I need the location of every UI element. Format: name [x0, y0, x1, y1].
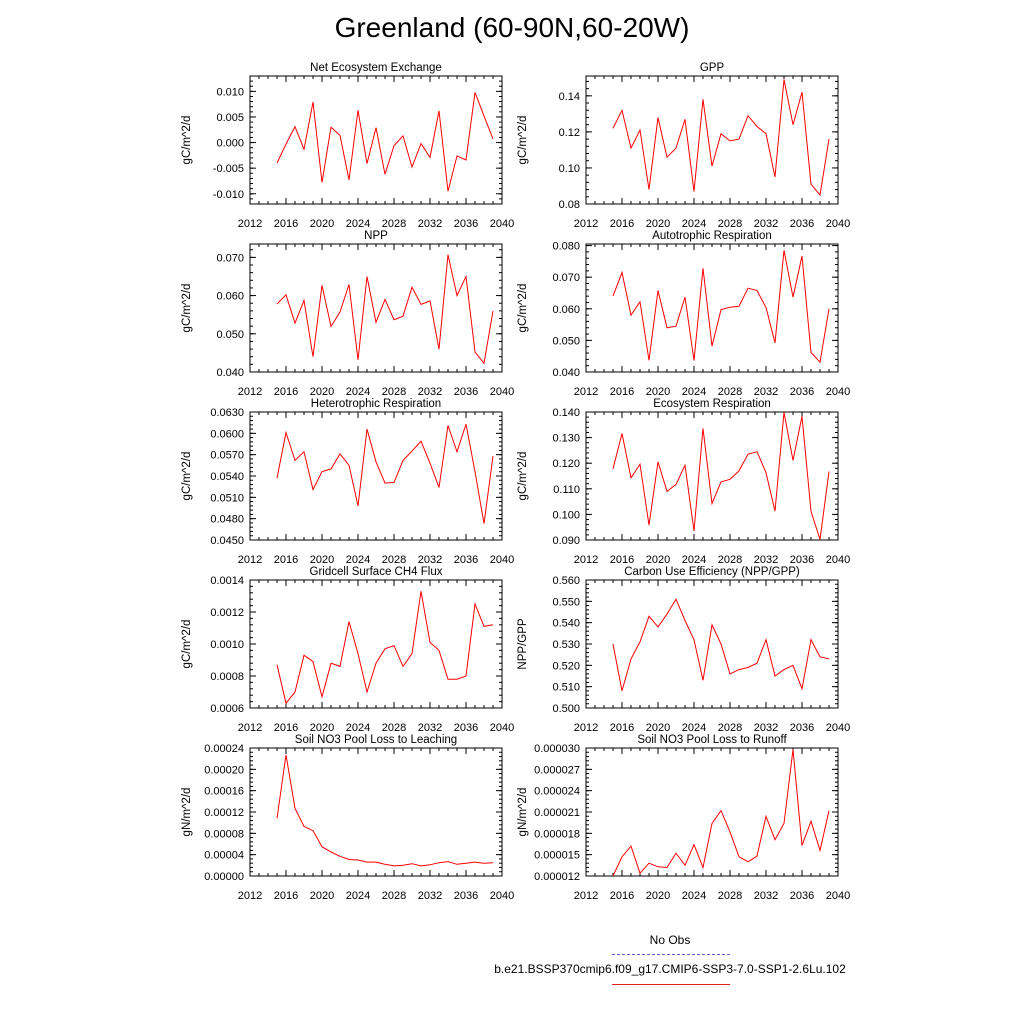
- x-tick-label: 2036: [789, 218, 815, 230]
- x-tick-label: 2040: [489, 218, 515, 230]
- y-tick-label: 0.040: [552, 367, 580, 379]
- y-tick-label: 0.00000: [204, 871, 244, 883]
- chart-panel-1: [181, 62, 514, 230]
- x-tick-label: 2016: [609, 218, 635, 230]
- y-tick-label: 0.0014: [210, 575, 244, 587]
- x-tick-label: 2032: [753, 890, 779, 902]
- y-tick-label: 0.000015: [534, 849, 580, 862]
- x-tick-label: 2024: [681, 722, 707, 734]
- y-axis-title: gN/m^2/d: [181, 787, 193, 837]
- y-tick-label: 0.000018: [534, 828, 580, 841]
- chart-panel-3: [181, 230, 514, 398]
- y-tick-label: 0.560: [552, 575, 580, 587]
- x-tick-label: 2012: [237, 722, 263, 734]
- y-axis-title: gC/m^2/d: [517, 451, 529, 501]
- x-tick-label: 2032: [753, 386, 779, 398]
- y-axis-title: gC/m^2/d: [181, 283, 193, 333]
- x-tick-label: 2040: [489, 554, 515, 566]
- x-tick-label: 2032: [417, 890, 443, 902]
- series-line: [277, 424, 493, 523]
- x-tick-label: 2028: [381, 890, 407, 902]
- series-line: [613, 412, 829, 539]
- series-line: [613, 250, 829, 362]
- y-tick-label: 0.140: [552, 407, 580, 419]
- series-line: [277, 255, 493, 364]
- y-tick-label: -0.010: [212, 188, 244, 201]
- x-tick-label: 2028: [381, 722, 407, 734]
- panel-title: Autotrophic Respiration: [652, 230, 772, 242]
- legend-label-case: b.e21.BSSP370cmip6.f09_g17.CMIP6-SSP3-7.0-SSP1-2.6Lu.102: [494, 962, 846, 976]
- series-line: [613, 749, 829, 876]
- x-tick-label: 2028: [717, 554, 743, 566]
- y-tick-label: 0.530: [552, 639, 580, 651]
- y-tick-label: 0.000021: [534, 807, 580, 819]
- x-tick-label: 2016: [609, 386, 635, 398]
- y-tick-label: 0.00012: [204, 807, 244, 819]
- x-tick-label: 2040: [489, 722, 515, 734]
- y-axis-title: gC/m^2/d: [517, 115, 529, 165]
- series-line: [277, 591, 493, 703]
- y-tick-label: 0.110: [553, 483, 580, 496]
- x-tick-label: 2016: [273, 218, 299, 230]
- y-tick-label: 0.120: [552, 458, 580, 471]
- x-tick-label: 2036: [453, 554, 479, 566]
- y-tick-label: 0.000024: [534, 785, 580, 798]
- page-title: Greenland (60-90N,60-20W): [334, 12, 690, 43]
- x-tick-label: 2032: [753, 218, 779, 230]
- y-tick-label: 0.040: [216, 367, 244, 379]
- y-tick-label: 0.0600: [210, 428, 244, 441]
- x-tick-label: 2024: [345, 554, 371, 566]
- chart-panel-7: [181, 566, 514, 734]
- y-tick-label: 0.060: [216, 290, 244, 303]
- y-tick-label: 0.0540: [210, 471, 244, 483]
- x-tick-label: 2012: [237, 386, 263, 398]
- y-tick-label: 0.550: [552, 596, 580, 609]
- y-tick-label: 0.050: [216, 328, 244, 341]
- y-tick-label: 0.12: [558, 126, 580, 139]
- x-tick-label: 2036: [789, 386, 815, 398]
- y-axis-title: gC/m^2/d: [181, 115, 193, 165]
- x-tick-label: 2036: [789, 554, 815, 566]
- y-axis-title: gC/m^2/d: [181, 451, 193, 501]
- series-line: [277, 755, 493, 866]
- x-tick-label: 2020: [309, 218, 335, 230]
- y-tick-label: 0.005: [216, 111, 244, 124]
- y-tick-label: 0.0012: [210, 607, 244, 619]
- y-tick-label: 0.0008: [210, 671, 244, 683]
- x-tick-label: 2040: [489, 890, 515, 902]
- series-line: [613, 80, 829, 195]
- x-tick-label: 2032: [417, 386, 443, 398]
- x-tick-label: 2016: [273, 722, 299, 734]
- panel-title: NPP: [364, 230, 388, 242]
- x-tick-label: 2024: [681, 890, 707, 902]
- x-tick-label: 2032: [417, 218, 443, 230]
- x-tick-label: 2016: [273, 890, 299, 902]
- y-tick-label: 0.500: [552, 703, 580, 715]
- y-tick-label: 0.100: [552, 509, 580, 522]
- x-tick-label: 2036: [789, 722, 815, 734]
- chart-panel-9: [181, 734, 514, 902]
- x-tick-label: 2016: [609, 722, 635, 734]
- y-tick-label: 0.520: [552, 660, 580, 673]
- y-tick-label: 0.510: [552, 681, 580, 694]
- x-tick-label: 2032: [753, 554, 779, 566]
- y-axis-title: NPP/GPP: [517, 618, 529, 670]
- y-tick-label: 0.00024: [204, 743, 244, 755]
- x-tick-label: 2020: [309, 722, 335, 734]
- x-tick-label: 2028: [717, 386, 743, 398]
- x-tick-label: 2040: [825, 218, 851, 230]
- plot-frame: [586, 412, 838, 540]
- series-line: [613, 599, 829, 691]
- series-line: [277, 92, 493, 191]
- x-tick-label: 2028: [381, 386, 407, 398]
- x-tick-label: 2012: [573, 890, 599, 902]
- chart-panel-2: [517, 62, 850, 230]
- panel-title: Net Ecosystem Exchange: [310, 62, 442, 74]
- x-tick-label: 2040: [825, 386, 851, 398]
- x-tick-label: 2012: [237, 890, 263, 902]
- x-tick-label: 2012: [573, 218, 599, 230]
- x-tick-label: 2028: [381, 218, 407, 230]
- y-tick-label: 0.0510: [210, 492, 244, 505]
- y-tick-label: 0.14: [558, 90, 580, 103]
- y-tick-label: 0.0006: [210, 703, 244, 715]
- x-tick-label: 2016: [609, 890, 635, 902]
- chart-panel-8: [517, 566, 850, 734]
- y-tick-label: -0.005: [212, 163, 244, 176]
- x-tick-label: 2040: [825, 554, 851, 566]
- y-tick-label: 0.00016: [204, 785, 244, 798]
- x-tick-label: 2020: [309, 890, 335, 902]
- x-tick-label: 2036: [453, 386, 479, 398]
- x-tick-label: 2036: [453, 722, 479, 734]
- plot-frame: [250, 580, 502, 708]
- x-tick-label: 2024: [345, 386, 371, 398]
- y-tick-label: 0.000027: [534, 764, 580, 777]
- panel-title: Soil NO3 Pool Loss to Leaching: [294, 734, 458, 746]
- x-tick-label: 2020: [309, 554, 335, 566]
- y-tick-label: 0.10: [558, 162, 580, 175]
- x-tick-label: 2012: [573, 386, 599, 398]
- x-tick-label: 2028: [717, 722, 743, 734]
- x-tick-label: 2036: [453, 890, 479, 902]
- x-tick-label: 2024: [345, 890, 371, 902]
- panel-title: Gridcell Surface CH4 Flux: [309, 566, 443, 578]
- x-tick-label: 2028: [717, 890, 743, 902]
- x-tick-label: 2020: [645, 722, 671, 734]
- x-tick-label: 2024: [345, 218, 371, 230]
- y-tick-label: 0.070: [552, 272, 580, 285]
- plot-frame: [586, 76, 838, 204]
- x-tick-label: 2032: [417, 554, 443, 566]
- plot-frame: [586, 748, 838, 876]
- y-tick-label: 0.090: [552, 535, 580, 547]
- x-tick-label: 2020: [645, 218, 671, 230]
- x-tick-label: 2036: [453, 218, 479, 230]
- panel-title: Heterotrophic Respiration: [310, 398, 442, 410]
- legend-label-no-obs: No Obs: [649, 933, 691, 947]
- y-tick-label: 0.000012: [534, 871, 580, 883]
- chart-panel-6: [517, 398, 850, 566]
- y-tick-label: 0.0010: [210, 639, 244, 651]
- y-tick-label: 0.080: [552, 240, 580, 253]
- x-tick-label: 2020: [309, 386, 335, 398]
- y-tick-label: 0.00004: [204, 849, 244, 862]
- y-tick-label: 0.00020: [204, 764, 244, 777]
- x-tick-label: 2012: [573, 722, 599, 734]
- x-tick-label: 2016: [609, 554, 635, 566]
- x-tick-label: 2036: [789, 890, 815, 902]
- x-tick-label: 2040: [825, 890, 851, 902]
- y-tick-label: 0.070: [216, 252, 244, 265]
- x-tick-label: 2020: [645, 386, 671, 398]
- x-tick-label: 2028: [717, 218, 743, 230]
- x-tick-label: 2016: [273, 554, 299, 566]
- y-tick-label: 0.130: [552, 432, 580, 445]
- chart-panel-4: [517, 230, 850, 398]
- chart-panel-5: [181, 398, 514, 566]
- y-tick-label: 0.000: [216, 137, 244, 150]
- x-tick-label: 2016: [273, 386, 299, 398]
- x-tick-label: 2024: [681, 386, 707, 398]
- x-tick-label: 2024: [681, 218, 707, 230]
- y-tick-label: 0.0570: [210, 449, 244, 462]
- y-tick-label: 0.08: [558, 199, 580, 211]
- x-tick-label: 2012: [573, 554, 599, 566]
- x-tick-label: 2028: [381, 554, 407, 566]
- y-tick-label: 0.050: [552, 335, 580, 348]
- y-axis-title: gN/m^2/d: [517, 787, 529, 837]
- y-tick-label: 0.060: [552, 303, 580, 316]
- x-tick-label: 2012: [237, 218, 263, 230]
- panel-title: Carbon Use Efficiency (NPP/GPP): [624, 566, 800, 578]
- y-tick-label: 0.00008: [204, 828, 244, 841]
- plot-frame: [250, 244, 502, 372]
- y-tick-label: 0.0450: [210, 535, 244, 547]
- chart-panel-10: [517, 734, 850, 902]
- panel-title: Soil NO3 Pool Loss to Runoff: [637, 734, 787, 746]
- x-tick-label: 2020: [645, 554, 671, 566]
- x-tick-label: 2024: [681, 554, 707, 566]
- y-axis-title: gC/m^2/d: [517, 283, 529, 333]
- x-tick-label: 2040: [825, 722, 851, 734]
- x-tick-label: 2032: [417, 722, 443, 734]
- y-tick-label: 0.0630: [210, 407, 244, 419]
- plot-frame: [586, 580, 838, 708]
- y-tick-label: 0.010: [216, 86, 244, 99]
- y-tick-label: 0.540: [552, 617, 580, 630]
- x-tick-label: 2012: [237, 554, 263, 566]
- x-tick-label: 2032: [753, 722, 779, 734]
- panel-title: Ecosystem Respiration: [653, 398, 771, 410]
- panel-title: GPP: [699, 62, 725, 74]
- x-tick-label: 2020: [645, 890, 671, 902]
- y-tick-label: 0.0480: [210, 513, 244, 526]
- y-axis-title: gC/m^2/d: [181, 619, 193, 669]
- x-tick-label: 2024: [345, 722, 371, 734]
- x-tick-label: 2040: [489, 386, 515, 398]
- y-tick-label: 0.000030: [534, 743, 580, 755]
